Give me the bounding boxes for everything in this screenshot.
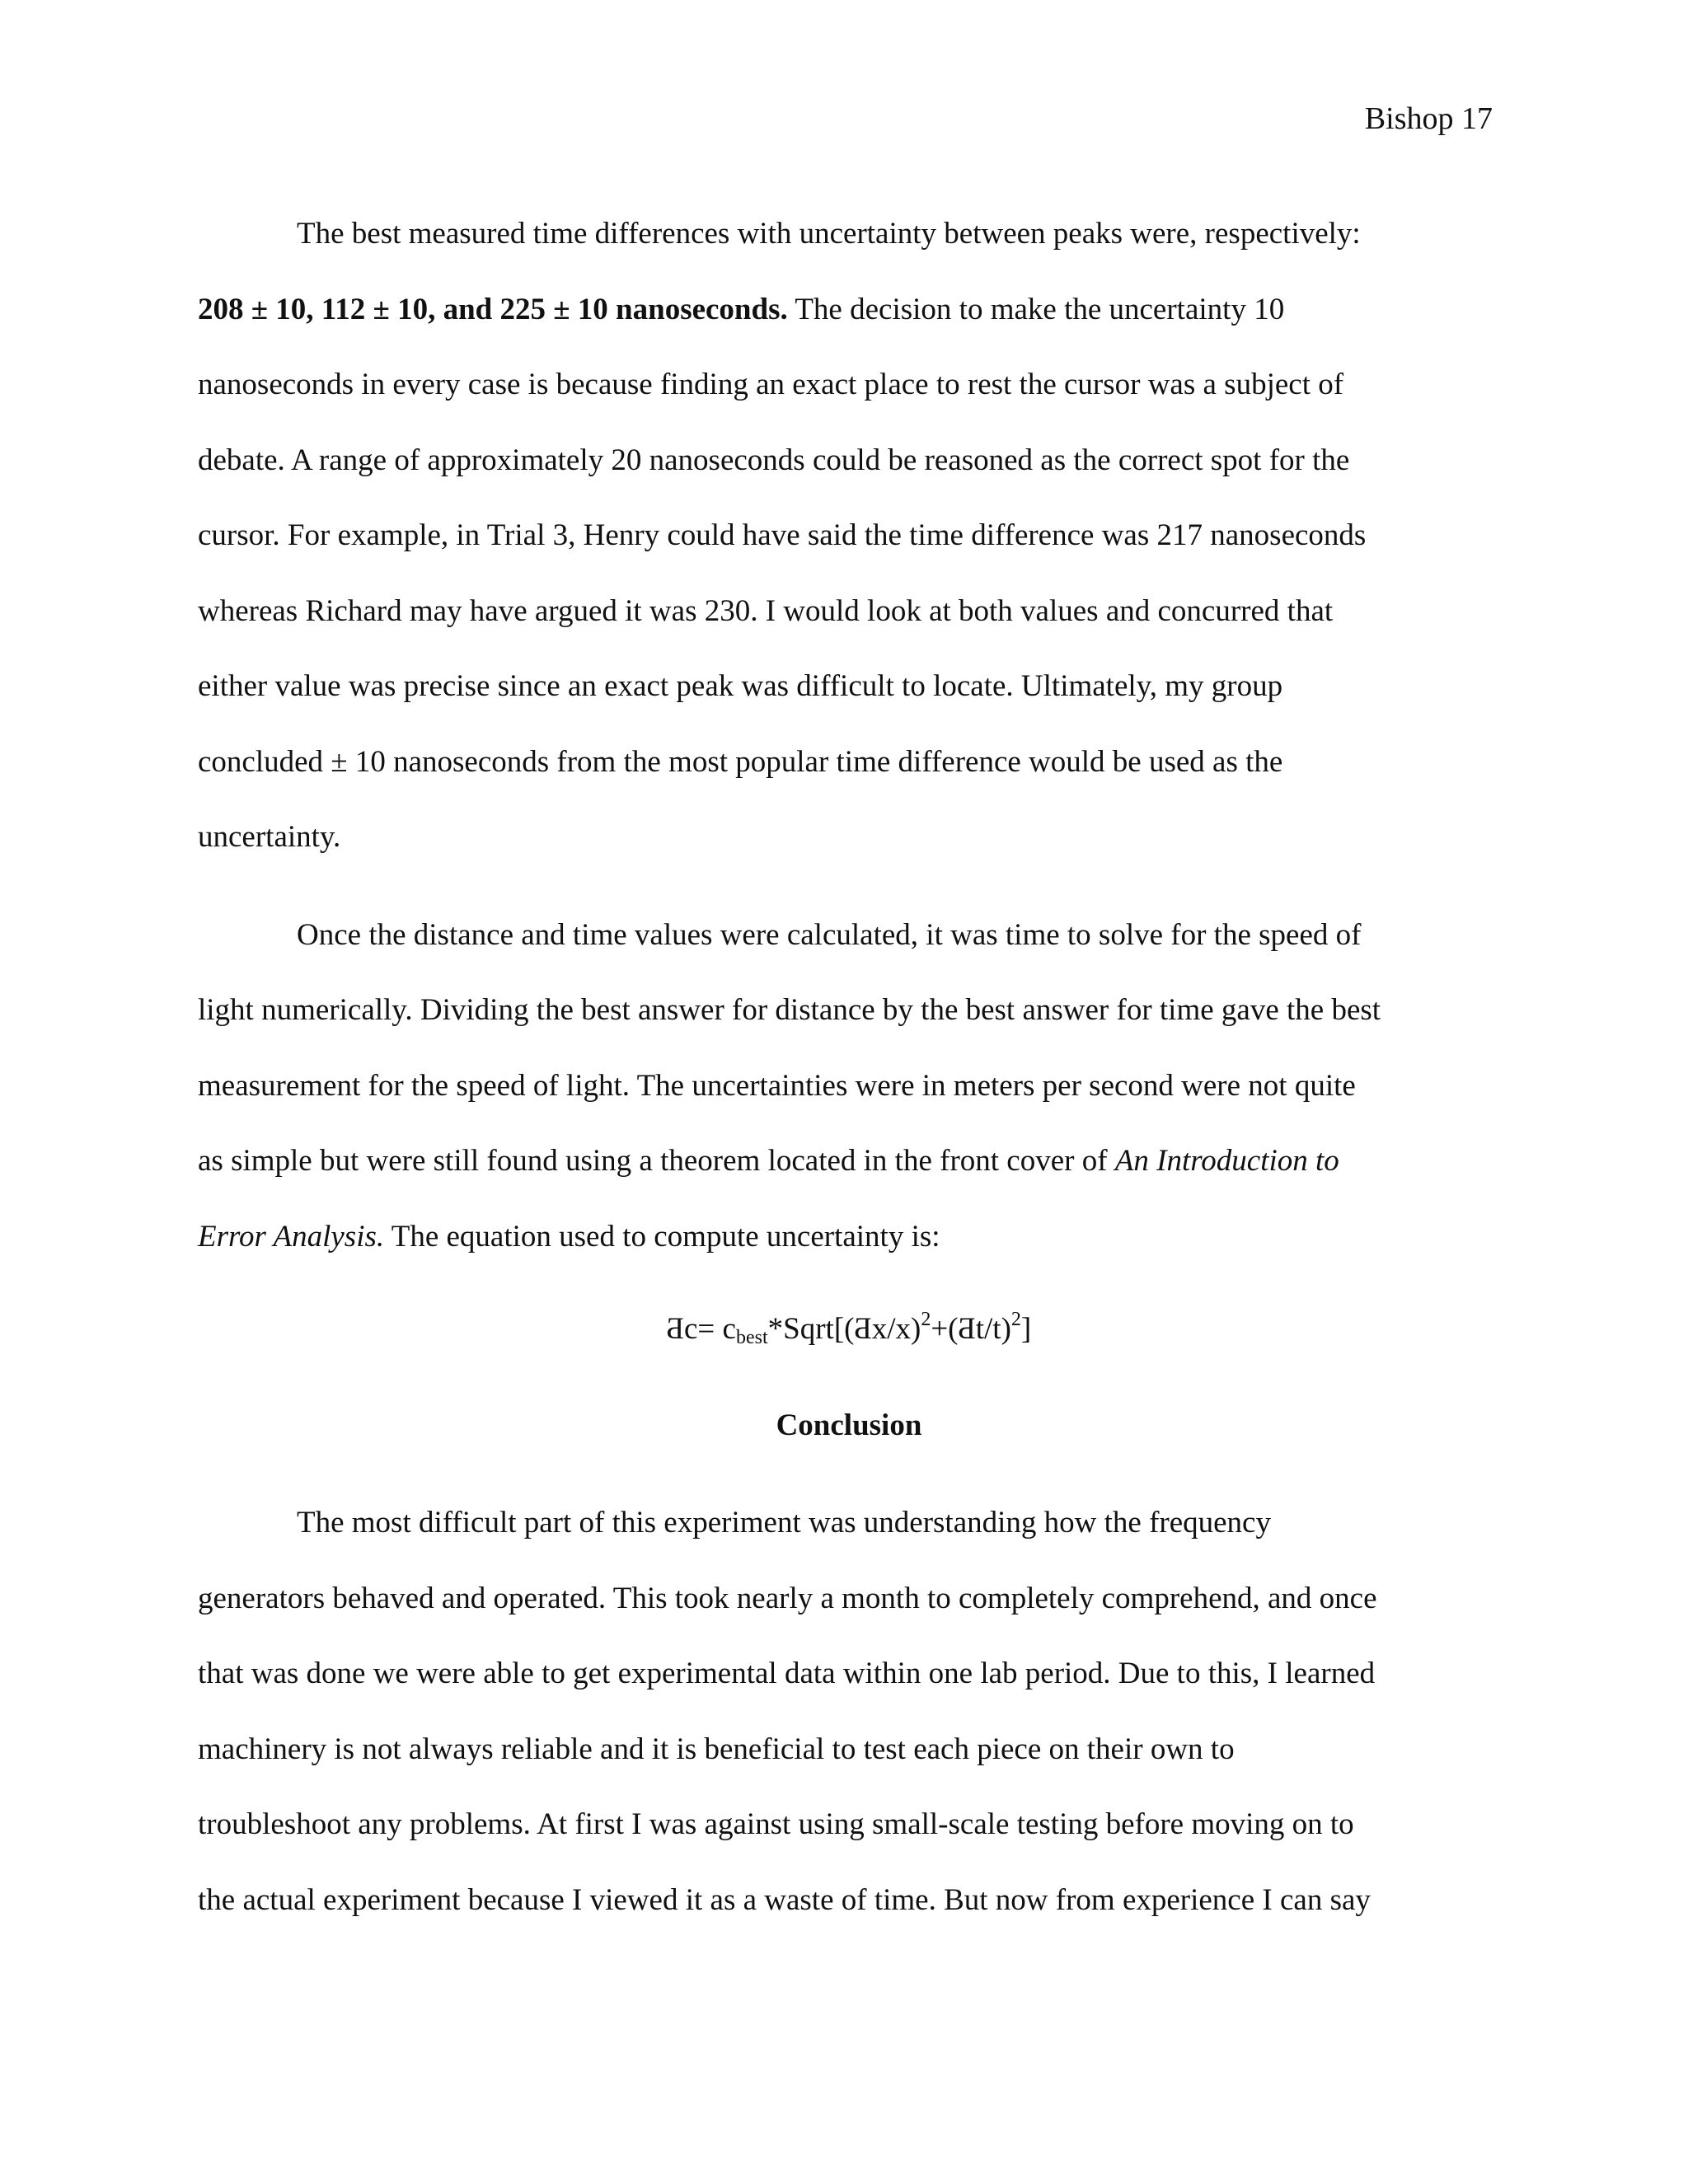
text-line: machinery is not always reliable and it is beneficial to test each piece on their own to bbox=[198, 1732, 1235, 1766]
text-line: uncertainty. bbox=[198, 820, 341, 854]
text-line: concluded ± 10 nanoseconds from the most popular time difference would be used as the bbox=[198, 744, 1283, 779]
text-line bbox=[198, 272, 1500, 348]
text-line: debate. A range of approximately 20 nanoseconds could be reasoned as the correct spot for the bbox=[198, 443, 1350, 477]
book-title: An Introduction to bbox=[1114, 1144, 1339, 1178]
text-line: light numerically. Dividing the best answer for distance by the best answer for time gave the best bbox=[198, 993, 1381, 1027]
text-line bbox=[198, 1199, 1500, 1275]
text-fragment: The decision to make the uncertainty 10 bbox=[787, 292, 1285, 326]
text-line: The best measured time differences with uncertainty between peaks were, respectively: bbox=[297, 217, 1361, 251]
text-line: cursor. For example, in Trial 3, Henry could have said the time difference was 217 nanoseconds bbox=[198, 518, 1367, 552]
running-head: Bishop 17 bbox=[1364, 101, 1493, 136]
equation-part: ] bbox=[1020, 1312, 1032, 1346]
equation-superscript: 2 bbox=[921, 1309, 931, 1330]
equation-subscript: best bbox=[735, 1327, 768, 1348]
paragraph-time-differences bbox=[198, 196, 1500, 875]
equation-part: Ƌc= c bbox=[666, 1312, 736, 1346]
text-line: generators behaved and operated. This took nearly a month to completely comprehend, and once bbox=[198, 1581, 1377, 1615]
bold-values: 208 ± 10, 112 ± 10, and 225 ± 10 nanoseconds. bbox=[198, 292, 788, 326]
uncertainty-equation bbox=[198, 1291, 1500, 1367]
book-title: Error Analysis. bbox=[198, 1219, 385, 1254]
equation-superscript: 2 bbox=[1010, 1309, 1021, 1330]
paragraph-speed-of-light bbox=[198, 898, 1500, 1275]
equation-part: *Sqrt[(Ƌx/x) bbox=[767, 1312, 921, 1346]
text-line: troubleshoot any problems. At first I was against using small-scale testing before moving on to bbox=[198, 1807, 1354, 1841]
text-line: The most difficult part of this experiment was understanding how the frequency bbox=[297, 1506, 1271, 1540]
text-line: that was done we were able to get experimental data within one lab period. Due to this, I learned bbox=[198, 1657, 1376, 1690]
section-heading-conclusion: Conclusion bbox=[776, 1408, 922, 1442]
text-line: Once the distance and time values were calculated, it was time to solve for the speed of bbox=[297, 917, 1362, 952]
text-fragment: as simple but were still found using a theorem located in the front cover of bbox=[198, 1144, 1115, 1178]
paragraph-conclusion bbox=[198, 1485, 1500, 1938]
body-text bbox=[198, 196, 1500, 1938]
text-line: whereas Richard may have argued it was 230. I would look at both values and concurred that bbox=[198, 593, 1334, 628]
text-line: nanoseconds in every case is because finding an exact place to rest the cursor was a subject of bbox=[198, 368, 1344, 401]
text-line bbox=[198, 1123, 1500, 1199]
text-line: the actual experiment because I viewed it as a waste of time. But now from experience I can say bbox=[198, 1882, 1371, 1917]
text-line: either value was precise since an exact peak was difficult to locate. Ultimately, my group bbox=[198, 669, 1283, 703]
text-line: measurement for the speed of light. The uncertainties were in meters per second were not quite bbox=[198, 1068, 1356, 1103]
equation-part: +(Ƌt/t) bbox=[931, 1312, 1011, 1346]
text-fragment: The equation used to compute uncertainty is: bbox=[384, 1219, 940, 1254]
